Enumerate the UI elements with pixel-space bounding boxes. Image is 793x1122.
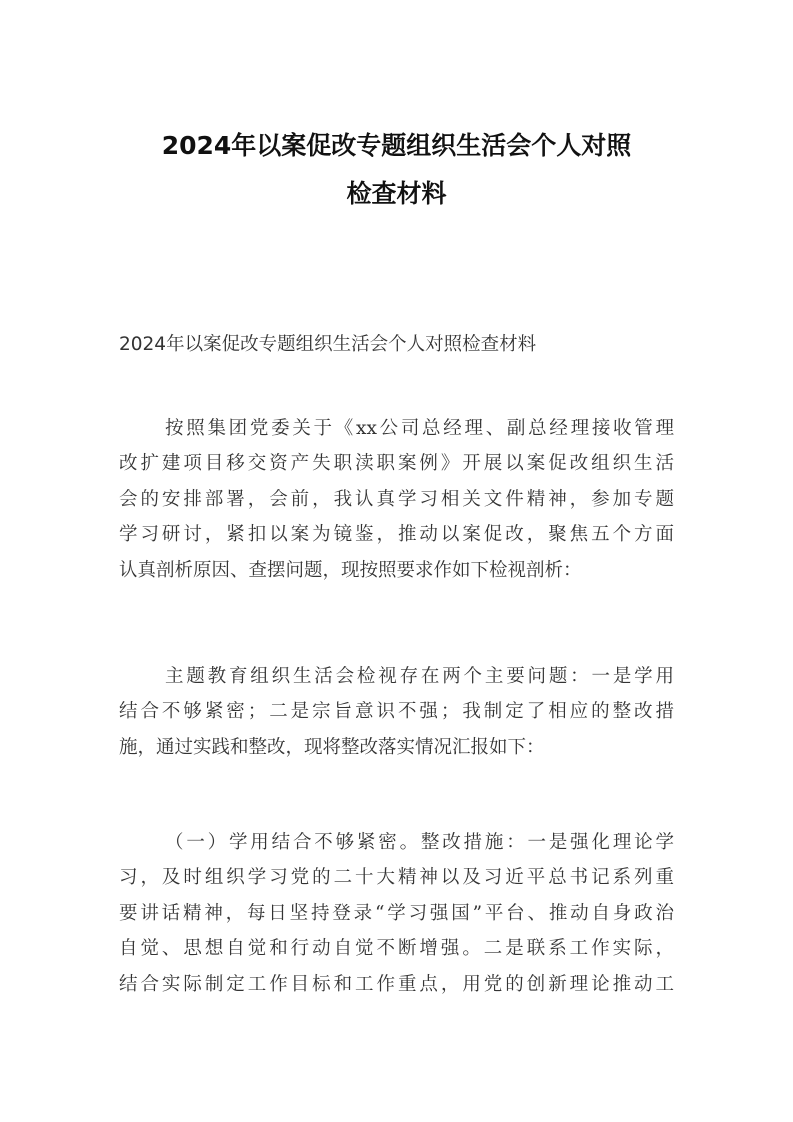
document-title-line-1: 2024年以案促改专题组织生活会个人对照 [161, 131, 632, 160]
paragraph-line: 按照集团党委关于《xx公司总经理、副总经理接收管理 [165, 418, 674, 439]
document-title-line-2: 检查材料 [346, 179, 447, 208]
paragraph-line: 施，通过实践和整改，现将整改落实情况汇报如下： [119, 736, 545, 758]
paragraph-line: 会的安排部署，会前，我认真学习相关文件精神，参加专题 [119, 488, 674, 510]
body-paragraph-1 [119, 411, 674, 588]
paragraph-line: （一）学用结合不够紧密。整改措施：一是强化理论学 [165, 832, 674, 853]
body-paragraph-2 [119, 659, 674, 765]
paragraph-line: 改扩建项目移交资产失职渎职案例》开展以案促改组织生活 [119, 453, 674, 475]
paragraph-line: 认真剖析原因、查摆问题，现按照要求作如下检视剖析： [119, 559, 582, 581]
paragraph-line: 要讲话精神，每日坚持登录“学习强国”平台、推动自身政治 [119, 902, 674, 924]
paragraph-line: 结合实际制定工作目标和工作重点，用党的创新理论推动工 [119, 973, 674, 995]
paragraph-line: 自觉、思想自觉和行动自觉不断增强。二是联系工作实际， [119, 938, 674, 960]
body-paragraph-3 [119, 825, 674, 1002]
paragraph-line: 主题教育组织生活会检视存在两个主要问题：一是学用 [165, 666, 674, 687]
paragraph-line: 学习研讨，紧扣以案为镜鉴，推动以案促改，聚焦五个方面 [119, 524, 674, 546]
paragraph-line: 结合不够紧密；二是宗旨意识不强；我制定了相应的整改措 [119, 701, 674, 723]
paragraph-line: 习，及时组织学习党的二十大精神以及习近平总书记系列重 [119, 867, 674, 889]
document-subtitle: 2024年以案促改专题组织生活会个人对照检查材料 [119, 334, 537, 355]
